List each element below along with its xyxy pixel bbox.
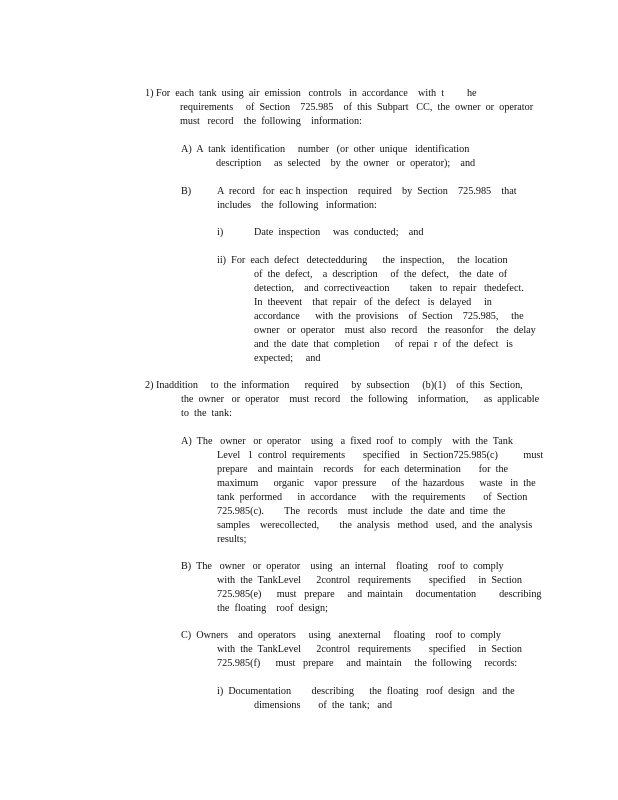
para-2-item-c-i	[217, 685, 515, 713]
para-1-b-ii-line: owner or operator must also record the reasonfor the delay	[254, 325, 536, 336]
para-1-item-b-ii	[217, 254, 536, 366]
item-label: B)	[181, 186, 192, 197]
para-2-b-line: with the TankLevel 2control requirements specified in Section	[217, 575, 522, 586]
para-1-b-line: A record for eac h inspection required by Section 725.985 that	[217, 186, 517, 197]
para-2-c-i-line: dimensions of the tank; and	[254, 700, 393, 711]
para-1-b-ii-line: In theevent that repair of the defect is delayed in	[254, 297, 492, 308]
para-2-a-line: Level 1 control requirements specified in Section725.985(c) must	[217, 450, 544, 461]
para-2-c-line: with the TankLevel 2control requirements specified in Section	[217, 644, 522, 655]
para-2-item-a	[181, 435, 543, 547]
para-2	[145, 379, 539, 421]
para-2-c-line: 725.985(f) must prepare and maintain the following records:	[217, 658, 518, 669]
para-1-b-i-text: Date inspection was conducted; and	[254, 227, 424, 238]
para-2-c-i-line: i) Documentation describing the floating roof design and the	[217, 686, 515, 697]
para-2-a-line: maximum organic vapor pressure of the hazardous waste in the	[217, 478, 536, 489]
para-1-line: requirements of Section 725.985 of this Subpart CC, the owner or operator	[180, 102, 534, 113]
para-1-item-b-i	[254, 226, 423, 240]
para-2-a-line: tank performed in accordance with the requirements of Section	[217, 492, 528, 503]
para-2-a-line: samples werecollected, the analysis method used, and the analysis	[217, 520, 533, 531]
para-1-a-line: description as selected by the owner or operator); and	[216, 158, 476, 169]
para-2-a-line: prepare and maintain records for each determination for the	[217, 464, 509, 475]
para-1	[145, 87, 533, 129]
para-1-item-b	[217, 185, 517, 213]
para-1-a-line: A) A tank identification number (or other unique identification	[181, 144, 470, 155]
para-1-item-b-label	[181, 185, 191, 199]
para-2-item-b	[181, 560, 542, 616]
para-2-a-line: A) The owner or operator using a fixed roof to comply with the Tank	[181, 436, 513, 447]
para-1-line: 1) For each tank using air emission controls in accordance with t he	[145, 88, 477, 99]
para-1-b-ii-line: expected; and	[254, 353, 321, 364]
para-1-item-b-i-label	[217, 226, 223, 240]
para-1-b-line: includes the following information:	[217, 200, 377, 211]
para-1-b-ii-line: and the date that completion of repai r of the defect is	[254, 339, 513, 350]
para-1-item-a	[181, 143, 475, 171]
para-2-line: the owner or operator must record the following information, as applicable	[181, 394, 540, 405]
para-2-c-line: C) Owners and operators using anexternal floating roof to comply	[181, 630, 501, 641]
para-1-b-ii-line: detection, and correctiveaction taken to repair thedefect.	[254, 283, 524, 294]
para-2-a-line: results;	[217, 534, 247, 545]
para-2-b-line: 725.985(e) must prepare and maintain documentation describing	[217, 589, 542, 600]
para-2-line: to the tank:	[181, 408, 232, 419]
para-2-b-line: B) The owner or operator using an internal floating roof to comply	[181, 561, 504, 572]
para-2-b-line: the floating roof design;	[217, 603, 328, 614]
para-1-b-ii-line: ii) For each defect detectedduring the inspection, the location	[217, 255, 508, 266]
para-1-b-ii-line: accordance with the provisions of Section 725.985, the	[254, 311, 524, 322]
para-1-b-ii-line: of the defect, a description of the defect, the date of	[254, 269, 508, 280]
item-label: i)	[217, 227, 224, 238]
para-2-item-c	[181, 629, 522, 671]
para-2-a-line: 725.985(c). The records must include the date and time the	[217, 506, 506, 517]
para-1-line: must record the following information:	[180, 116, 362, 127]
para-2-line: 2) Inaddition to the information required by subsection (b)(1) of this Section,	[145, 380, 523, 391]
